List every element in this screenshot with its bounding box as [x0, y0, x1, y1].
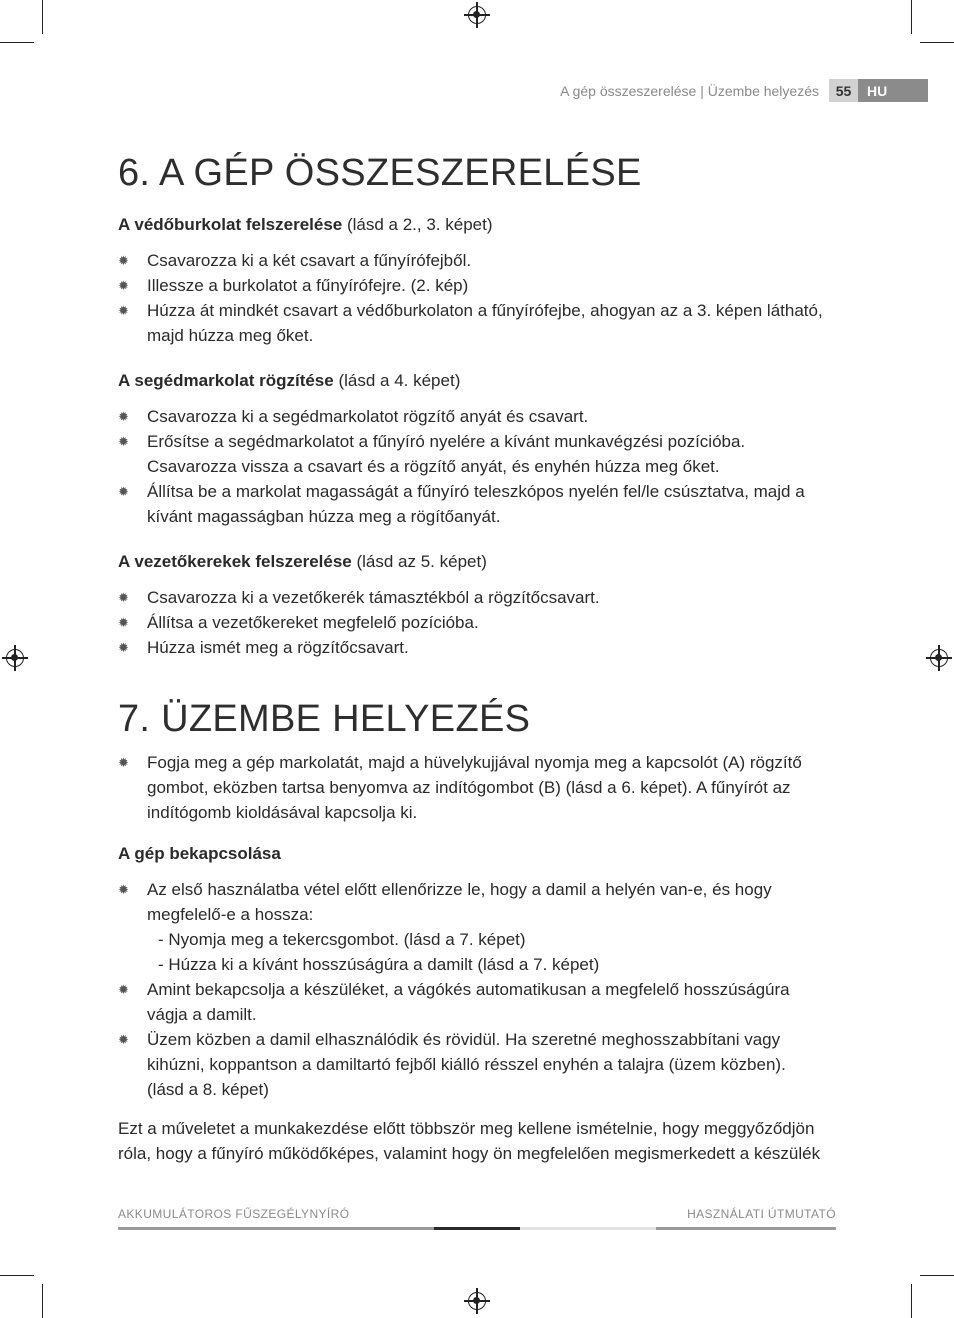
- instruction-group: [118, 368, 834, 529]
- list-item: [118, 635, 834, 660]
- crop-mark: [911, 0, 912, 34]
- list-item-text: (lásd a 8. képet): [147, 1080, 269, 1099]
- crop-mark: [920, 1275, 954, 1276]
- language-badge: HU: [858, 79, 928, 102]
- list-item-text: Üzem közben a damil elhasználódik és rövidül. Ha szeretné meghosszabbítani vagy kihúzni, koppantson a damiltartó fejből kiálló résszel enyhén a talajra (üzem közben).: [147, 1030, 786, 1074]
- group-heading: [118, 368, 834, 394]
- list-item: [118, 585, 834, 610]
- gear-bullet-icon: ✹: [118, 253, 129, 268]
- crop-mark: [0, 1275, 34, 1276]
- bullet-list: [118, 877, 834, 927]
- gear-bullet-icon: ✹: [118, 640, 129, 655]
- bullet-list: [118, 585, 834, 660]
- list-item-text: Húzza ismét meg a rögzítőcsavart.: [147, 638, 409, 657]
- group-heading: [118, 212, 834, 238]
- group-heading-bold: A védőburkolat felszerelése: [118, 215, 343, 234]
- gear-bullet-icon: ✹: [118, 755, 129, 770]
- registration-mark-icon: [468, 1292, 486, 1310]
- registration-mark-icon: [6, 649, 24, 667]
- crop-mark: [911, 1284, 912, 1318]
- footer-rule: [434, 1227, 520, 1230]
- gear-bullet-icon: ✹: [118, 615, 129, 630]
- list-item: [118, 1027, 834, 1102]
- bullet-list: [118, 750, 834, 825]
- group-heading-ref: (lásd a 2., 3. képet): [342, 215, 493, 234]
- list-item-text: Erősítse a segédmarkolatot a fűnyíró nyelére a kívánt munkavégzési pozícióba. Csavarozza vissza a csavart és a rögzítő anyát, és enyhén húzza meg őket.: [147, 432, 746, 476]
- gear-bullet-icon: ✹: [118, 484, 129, 499]
- dash-item: - Nyomja meg a tekercsgombot. (lásd a 7. képet): [158, 930, 526, 949]
- list-item: [118, 977, 834, 1027]
- list-item-text: Fogja meg a gép markolatát, majd a hüvelykujjával nyomja meg a kapcsolót (A) rögzítő gombot, eközben tartsa benyomva az indítógombot (B) (lásd a 6. képet). A fűnyírót az indítógomb kioldásával kapcsolja ki.: [147, 753, 802, 822]
- list-item-text: Amint bekapcsolja a készüléket, a vágókés automatikusan a megfelelő hosszúságúra vágja a damilt.: [147, 980, 790, 1024]
- group-heading-bold: A gép bekapcsolása: [118, 844, 281, 863]
- bullet-list: [118, 977, 834, 1102]
- list-item-text: Csavarozza ki a segédmarkolatot rögzítő anyát és csavart.: [147, 407, 589, 426]
- list-item: [118, 750, 834, 825]
- list-item: [118, 298, 834, 348]
- registration-mark-icon: [468, 6, 486, 24]
- gear-bullet-icon: ✹: [118, 882, 129, 897]
- instruction-group: [118, 549, 834, 660]
- gear-bullet-icon: ✹: [118, 590, 129, 605]
- header-title: A gép összeszerelése | Üzembe helyezés: [560, 82, 819, 99]
- footer-rule: [118, 1227, 434, 1230]
- gear-bullet-icon: ✹: [118, 278, 129, 293]
- crop-mark: [0, 42, 34, 43]
- registration-mark-icon: [930, 649, 948, 667]
- list-item: [118, 610, 834, 635]
- group-heading: [118, 841, 834, 867]
- list-item-text: Állítsa be a markolat magasságát a fűnyíró teleszkópos nyelén fel/le csúsztatva, majd a kívánt magasságban húzza meg a rögítőanyát.: [147, 482, 805, 526]
- gear-bullet-icon: ✹: [118, 409, 129, 424]
- list-item-text: Csavarozza ki a vezetőkerék támasztékból a rögzítőcsavart.: [147, 588, 600, 607]
- group-heading-bold: A vezetőkerekek felszerelése: [118, 552, 352, 571]
- footer-rule: [656, 1227, 836, 1230]
- footer-manual-title: HASZNÁLATI ÚTMUTATÓ: [687, 1207, 836, 1221]
- list-item: [118, 429, 834, 479]
- section-title-startup: 7. ÜZEMBE HELYEZÉS: [118, 698, 531, 740]
- group-heading-bold: A segédmarkolat rögzítése: [118, 371, 334, 390]
- list-item: [118, 877, 834, 927]
- list-item-text: Húzza át mindkét csavart a védőburkolaton a fűnyírófejbe, ahogyan az a 3. képen látható, majd húzza meg őket.: [147, 301, 823, 345]
- bullet-list: [118, 404, 834, 529]
- list-item-text: Az első használatba vétel előtt ellenőrizze le, hogy a damil a helyén van-e, és hogy megfelelő-e a hossza:: [147, 880, 772, 924]
- crop-mark: [42, 1284, 43, 1318]
- list-item-text: Csavarozza ki a két csavart a fűnyírófejből.: [147, 251, 472, 270]
- gear-bullet-icon: ✹: [118, 434, 129, 449]
- gear-bullet-icon: ✹: [118, 1032, 129, 1047]
- gear-bullet-icon: ✹: [118, 303, 129, 318]
- crop-mark: [42, 0, 43, 34]
- list-item-text: Állítsa a vezetőkereket megfelelő pozícióba.: [147, 613, 479, 632]
- footer-rule: [520, 1227, 656, 1230]
- page-content: [118, 150, 834, 1166]
- list-item: [118, 248, 834, 273]
- footer-product-name: AKKUMULÁTOROS FŰSZEGÉLYNYÍRÓ: [118, 1207, 350, 1221]
- bullet-list: [118, 248, 834, 348]
- list-item: [118, 273, 834, 298]
- page-number: 55: [829, 79, 858, 102]
- section-title-assembly: 6. A GÉP ÖSSZESZERELÉSE: [118, 152, 642, 194]
- instruction-group: [118, 212, 834, 348]
- group-heading-ref: (lásd az 5. képet): [351, 552, 487, 571]
- crop-mark: [920, 42, 954, 43]
- list-item: [118, 479, 834, 529]
- group-heading-ref: (lásd a 4. képet): [333, 371, 461, 390]
- list-item: [118, 404, 834, 429]
- group-heading: [118, 549, 834, 575]
- list-item-text: Illessze a burkolatot a fűnyírófejre. (2. kép): [147, 276, 469, 295]
- dash-item: - Húzza ki a kívánt hosszúságúra a damilt (lásd a 7. képet): [158, 955, 600, 974]
- page-header: [560, 79, 928, 102]
- body-paragraph: Ezt a műveletet a munkakezdése előtt többször meg kellene ismételnie, hogy meggyőződjön róla, hogy a fűnyíró működőképes, valamint hogy ön megfelelően megismerkedett a készülék: [118, 1119, 821, 1163]
- gear-bullet-icon: ✹: [118, 982, 129, 997]
